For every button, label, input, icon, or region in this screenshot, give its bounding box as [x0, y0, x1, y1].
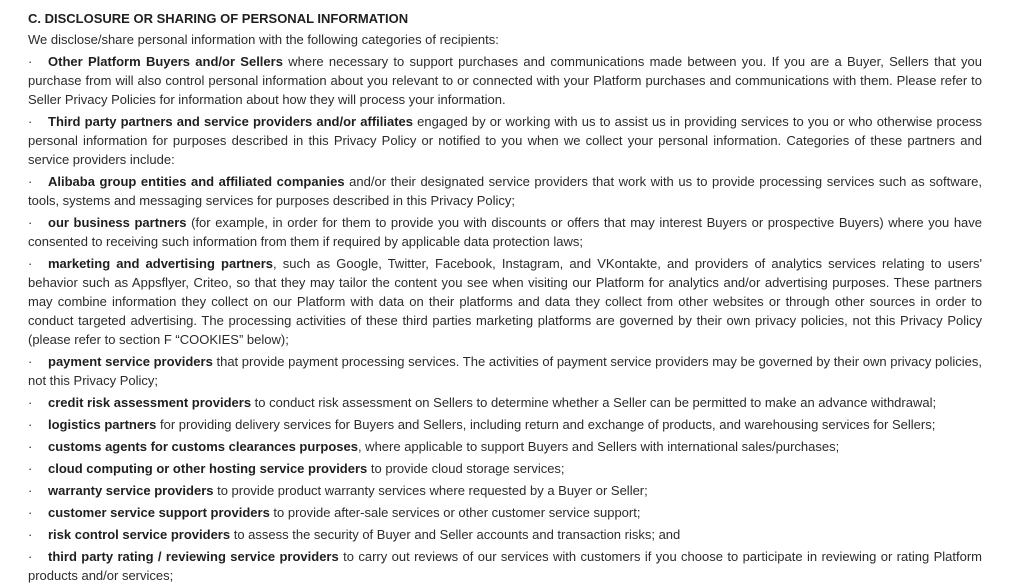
list-item-alibaba-group [28, 172, 982, 210]
bullet-glyph: · [28, 174, 33, 189]
item-text: , such as Google, Twitter, Facebook, Instagram, and VKontakte, and providers of analytics services relating to users' behavior such as Appsflyer, Criteo, so that they may tailor the content you see when visiting our Platform for analytics and/or advertising purposes. These partners may combine information they collect on our Platform with data on their platforms and data they collect from other websites or through other sources in order to conduct targeted advertising. The processing activities of these third parties marketing platforms are governed by their own privacy policies, not this Privacy Policy (please refer to section F “COOKIES” below); [28, 256, 982, 347]
item-text: to provide after-sale services or other customer service support; [269, 505, 641, 520]
bullet-glyph: · [28, 354, 33, 369]
bullet-glyph: · [28, 483, 33, 498]
item-term: logistics partners [48, 417, 157, 432]
bullet-glyph: · [28, 461, 33, 476]
item-text: that provide payment processing services. The activities of payment service providers may be governed by their own privacy policies, not this Privacy Policy; [28, 354, 983, 388]
list-item-business-partners [28, 213, 982, 251]
item-text: to provide product warranty services where requested by a Buyer or Seller; [213, 483, 648, 498]
item-text: to provide cloud storage services; [367, 461, 565, 476]
item-text: for providing delivery services for Buyers and Sellers, including return and exchange of products, and warehousing services for Sellers; [156, 417, 936, 432]
privacy-policy-section [28, 9, 982, 588]
section-heading: C. DISCLOSURE OR SHARING OF PERSONAL INFORMATION [28, 11, 409, 26]
item-term: Other Platform Buyers and/or Sellers [48, 54, 283, 69]
item-term: risk control service providers [48, 527, 231, 542]
item-term: our business partners [48, 215, 187, 230]
bullet-glyph: · [28, 54, 33, 69]
list-item-credit-risk [28, 393, 982, 412]
list-item-rating-reviewing [28, 547, 982, 585]
item-term: customs agents for customs clearances purposes [48, 439, 358, 454]
list-item-warranty [28, 481, 982, 500]
item-term: third party rating / reviewing service providers [48, 549, 339, 564]
bullet-glyph: · [28, 395, 33, 410]
item-text: to conduct risk assessment on Sellers to determine whether a Seller can be permitted to make an advance withdrawal; [251, 395, 937, 410]
list-item-third-party-partners [28, 112, 982, 169]
list-item-marketing-partners [28, 254, 982, 349]
item-term: marketing and advertising partners [48, 256, 274, 271]
list-item-cloud-hosting [28, 459, 982, 478]
item-text: (for example, in order for them to provide you with discounts or offers that may interest Buyers or prospective Buyers) where you have consented to receiving such information from them if required by applicable data protection laws; [28, 215, 983, 249]
item-term: cloud computing or other hosting service providers [48, 461, 368, 476]
list-item-customer-service [28, 503, 982, 522]
item-term: Alibaba group entities and affiliated companies [48, 174, 345, 189]
list-item-payment-providers [28, 352, 982, 390]
item-text: to carry out reviews of our services with customers if you choose to participate in reviewing or rating Platform products and/or services; [28, 549, 982, 583]
item-term: payment service providers [48, 354, 213, 369]
bullet-glyph: · [28, 439, 33, 454]
item-text: where necessary to support purchases and communications made between you. If you are a Buyer, Sellers that you purchase from will also control personal information about you relevant to or connected with your Platform purchases and communications with them. Please refer to Seller Privacy Policies for information about how they will process your information. [28, 54, 982, 107]
item-term: Third party partners and service providers and/or affiliates [48, 114, 414, 129]
bullet-glyph: · [28, 215, 33, 230]
list-item-platform-buyers-sellers [28, 52, 982, 109]
bullet-glyph: · [28, 505, 33, 520]
item-text: and/or their designated service providers that work with us to provide processing services such as software, tools, systems and messaging services for purposes described in this Privacy Policy; [28, 174, 982, 208]
list-item-customs-agents [28, 437, 982, 456]
item-term: customer service support providers [48, 505, 270, 520]
bullet-glyph: · [28, 114, 33, 129]
section-intro: We disclose/share personal information with the following categories of recipients: [28, 32, 499, 47]
bullet-glyph: · [28, 549, 33, 564]
item-text: , where applicable to support Buyers and Sellers with international sales/purchases; [357, 439, 840, 454]
item-term: warranty service providers [48, 483, 214, 498]
bullet-glyph: · [28, 417, 33, 432]
item-term: credit risk assessment providers [48, 395, 252, 410]
item-text: to assess the security of Buyer and Seller accounts and transaction risks; and [230, 527, 681, 542]
bullet-glyph: · [28, 527, 33, 542]
list-item-risk-control [28, 525, 982, 544]
item-text: engaged by or working with us to assist us in providing services to you or who otherwise process personal information for purposes described in this Privacy Policy or notified to you when we collect your personal information. Categories of these partners and service providers include: [28, 114, 982, 167]
list-item-logistics [28, 415, 982, 434]
bullet-glyph: · [28, 256, 33, 271]
